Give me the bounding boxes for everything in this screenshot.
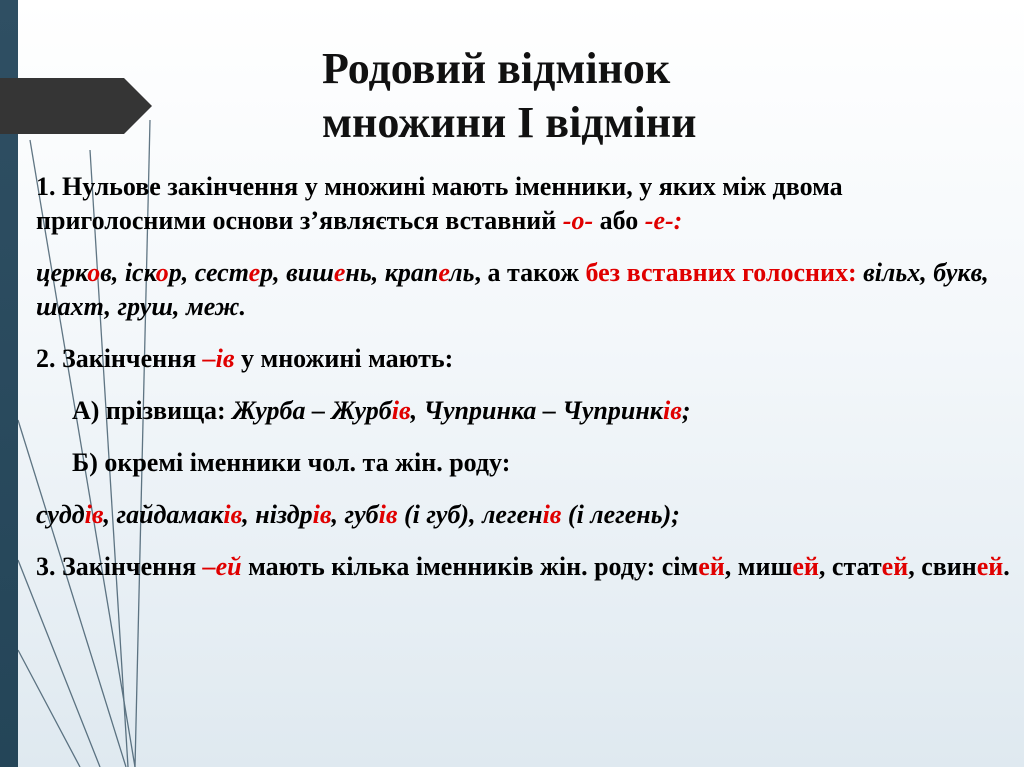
slide-content (36, 170, 1016, 602)
decor-line (18, 650, 80, 767)
no-vowel-label: без вставних голосних: (585, 258, 857, 287)
rule-1-conj: або (593, 206, 645, 235)
rule-3-text: 3. Закінчення (36, 552, 203, 581)
rule-1-examples (36, 256, 1016, 324)
example-word: церк (36, 258, 88, 287)
example-ending: ей (792, 552, 819, 581)
separator: , (181, 258, 195, 287)
rule-2-tail: у множині мають: (234, 344, 454, 373)
example-word: , свин (908, 552, 977, 581)
example-word: губ (344, 500, 379, 529)
example-ending: ів (223, 500, 243, 529)
example-word: , стат (818, 552, 882, 581)
inserted-vowel-o: -о- (562, 206, 594, 235)
separator: , (371, 258, 385, 287)
slide-title (322, 42, 696, 150)
example-ending: ей (881, 552, 909, 581)
example-word: в (100, 258, 112, 287)
separator: , (331, 500, 345, 529)
rule-2b-paragraph (36, 446, 1016, 480)
rule-2b-examples (36, 498, 1016, 532)
title-line-1: Родовий відмінок (322, 44, 671, 93)
example-word: гайдамак (116, 500, 224, 529)
example-word: (і легень); (561, 500, 680, 529)
example-word: виш (286, 258, 334, 287)
example-word: іск (124, 258, 156, 287)
example-ending: ей (976, 552, 1004, 581)
example-word: Журба – Журб (232, 396, 392, 425)
rule-2a-paragraph (36, 394, 1016, 428)
example-word: Чупринка – Чупринк (423, 396, 663, 425)
separator: . (1003, 552, 1010, 581)
example-word: миш (737, 552, 793, 581)
example-vowel: е (248, 258, 261, 287)
example-vowel: е (438, 258, 450, 287)
example-word: сест (194, 258, 249, 287)
separator: , (242, 500, 256, 529)
title-line-2: множини І відміни (322, 98, 697, 147)
rule-1-text: 1. Нульове закінчення у множині мають іменники, у яких між двома приголосними основи з’являється вставний (36, 172, 843, 235)
rule-2-paragraph (36, 342, 1016, 376)
ending-ey: –ей (202, 552, 242, 581)
inserted-vowel-e: -е-: (644, 206, 683, 235)
example-word: ль (449, 258, 475, 287)
example-vowel: о (155, 258, 169, 287)
example-word: нь (345, 258, 372, 287)
rule-2b-text: Б) окремі іменники чол. та жін. роду: (72, 448, 511, 477)
ending-iv: –ів (202, 344, 235, 373)
rule-1-paragraph (36, 170, 1016, 238)
separator: , (410, 396, 424, 425)
arrow-tab-decoration (0, 78, 152, 134)
example-ending: ів (378, 500, 398, 529)
example-ending: ів (542, 500, 562, 529)
example-word: р (260, 258, 274, 287)
rule-3-paragraph (36, 550, 1016, 584)
rule-3-text: мають кілька іменників жін. роду: сім (241, 552, 699, 581)
example-ending: ів (312, 500, 332, 529)
example-vowel: е (333, 258, 346, 287)
separator: , (724, 552, 738, 581)
separator: , (273, 258, 287, 287)
example-ending: ей (698, 552, 725, 581)
example-ending: ів (662, 396, 682, 425)
example-vowel: о (87, 258, 101, 287)
rule-2-text: 2. Закінчення (36, 344, 203, 373)
example-word: р (168, 258, 182, 287)
rule-2a-label: А) прізвища: (72, 396, 233, 425)
separator: , (111, 258, 125, 287)
example-ending: ів (84, 500, 104, 529)
also-text: , а також (474, 258, 586, 287)
example-word: судд (36, 500, 85, 529)
separator: ; (681, 396, 691, 425)
separator: , (103, 500, 117, 529)
no-vowel-examples: вільх, букв, шахт, груш, меж. (36, 258, 989, 321)
example-word: леген (482, 500, 543, 529)
example-word: ніздр (255, 500, 313, 529)
example-ending: ів (391, 396, 411, 425)
example-word: (і губ), (397, 500, 483, 529)
example-word: крап (384, 258, 439, 287)
